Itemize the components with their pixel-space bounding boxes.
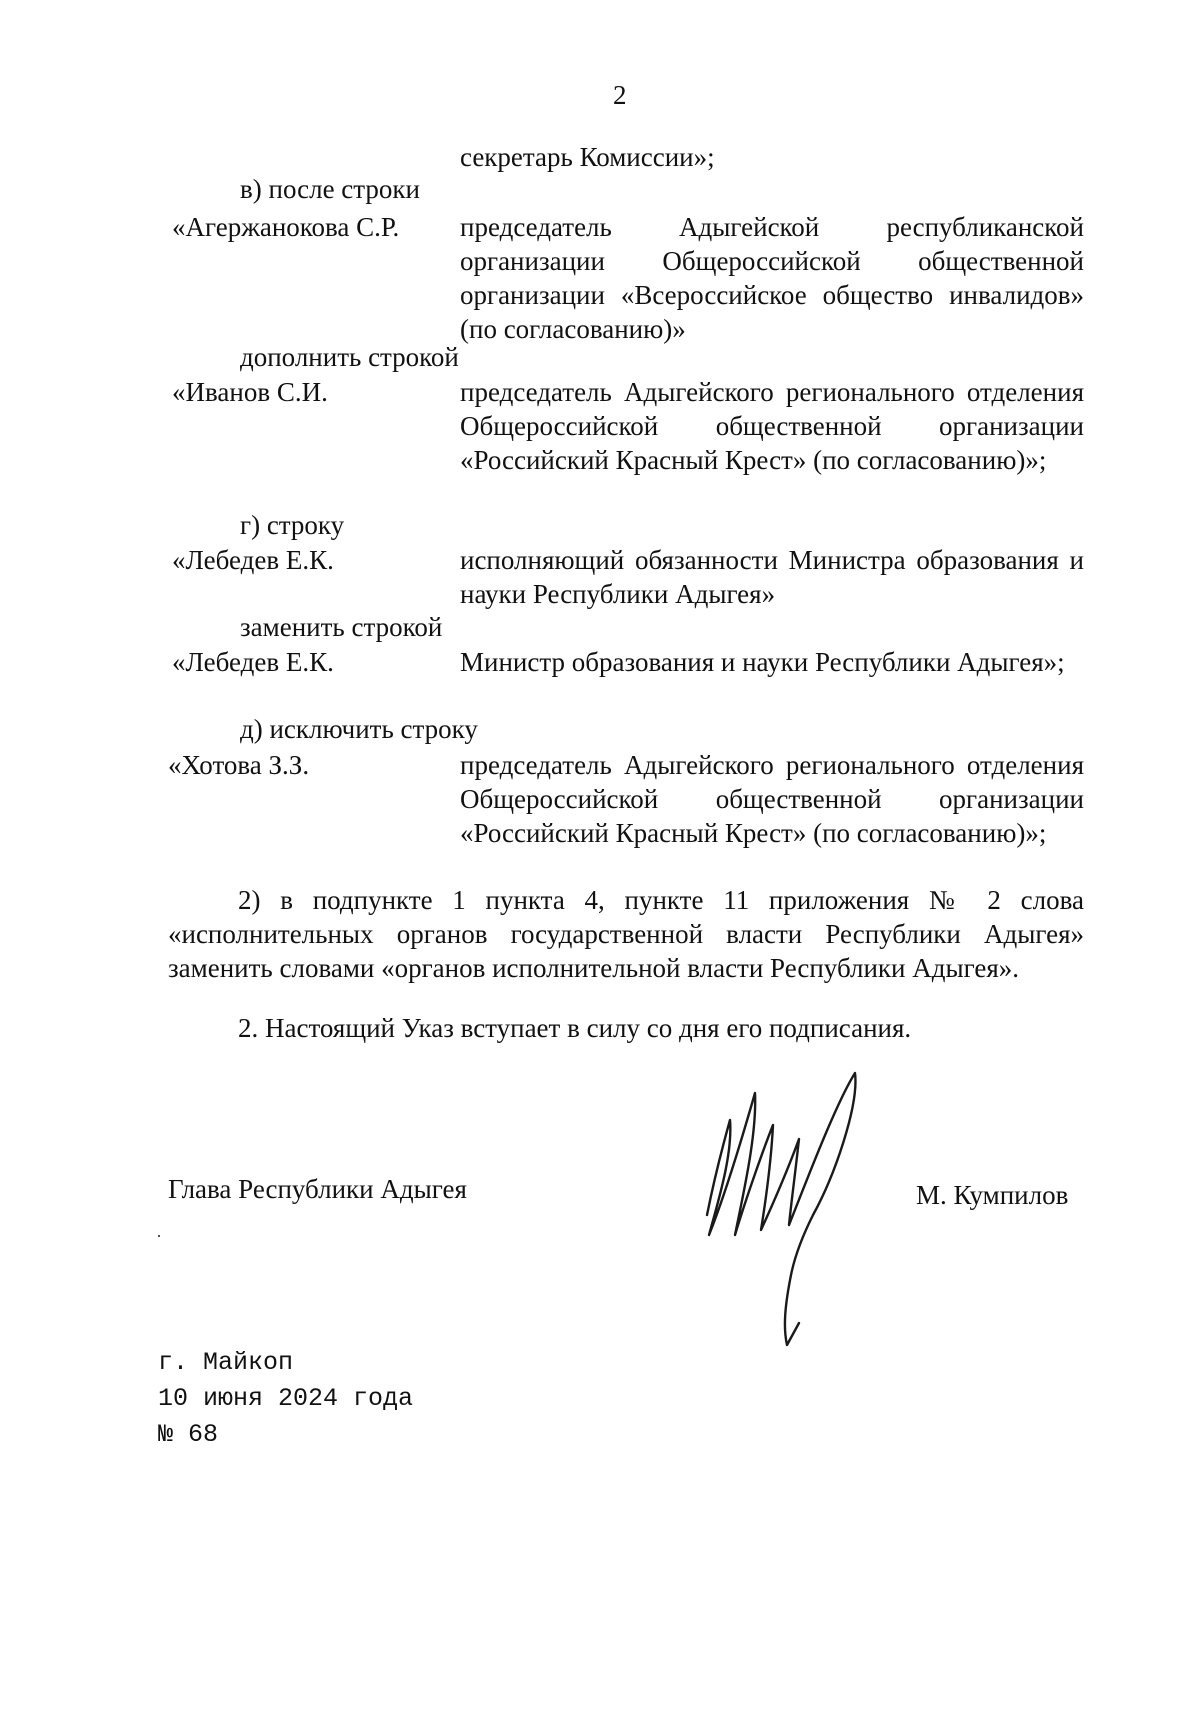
member-position: Министр образования и науки Республики Адыгея»; <box>460 647 1065 677</box>
member-name: «Хотова З.З. <box>168 750 310 780</box>
footer-date: 10 июня 2024 года <box>158 1384 414 1413</box>
page-number: 2 <box>613 80 627 110</box>
instruction-remove-line: д) исключить строку <box>240 714 478 744</box>
signatory-name: М. Кумпилов <box>916 1180 1069 1210</box>
member-name: «Лебедев Е.К. <box>172 545 334 575</box>
instruction-add-line: дополнить строкой <box>240 342 459 372</box>
instruction-after-line: в) после строки <box>240 174 420 204</box>
line-secretary: секретарь Комиссии»; <box>460 142 715 172</box>
paragraph-amendment: 2) в подпункте 1 пункта 4, пункте 11 приложения № 2 слова «исполнительных органов государственной власти Республики Адыгея» заменить словами «органов исполнительной власти Республики Адыгея». <box>168 885 1084 983</box>
instruction-replace-line: заменить строкой <box>240 612 443 642</box>
member-position: председатель Адыгейского регионального отделения Общероссийской общественной организации «Российский Красный Крест» (по согласованию)»; <box>460 750 1084 848</box>
member-name: «Иванов С.И. <box>172 377 328 407</box>
instruction-line: г) строку <box>240 510 345 540</box>
signature-image <box>695 1065 915 1365</box>
paragraph-effective: 2. Настоящий Указ вступает в силу со дня его подписания. <box>238 1013 912 1043</box>
member-position: исполняющий обязанности Министра образования и науки Республики Адыгея» <box>460 545 1084 609</box>
member-name: «Лебедев Е.К. <box>172 647 334 677</box>
footer-number: № 68 <box>158 1420 219 1449</box>
signatory-position: Глава Республики Адыгея <box>168 1174 467 1204</box>
footer-city: г. Майкоп <box>158 1348 294 1377</box>
scan-speck <box>158 1235 160 1237</box>
member-position: председатель Адыгейского регионального отделения Общероссийской общественной организации «Российский Красный Крест» (по согласованию)»; <box>460 377 1084 475</box>
member-position: председатель Адыгейской республиканской организации Общероссийской общественной организации «Всероссийское общество инвалидов» (по согласованию)» <box>460 212 1084 344</box>
member-name: «Агержанокова С.Р. <box>172 212 400 242</box>
